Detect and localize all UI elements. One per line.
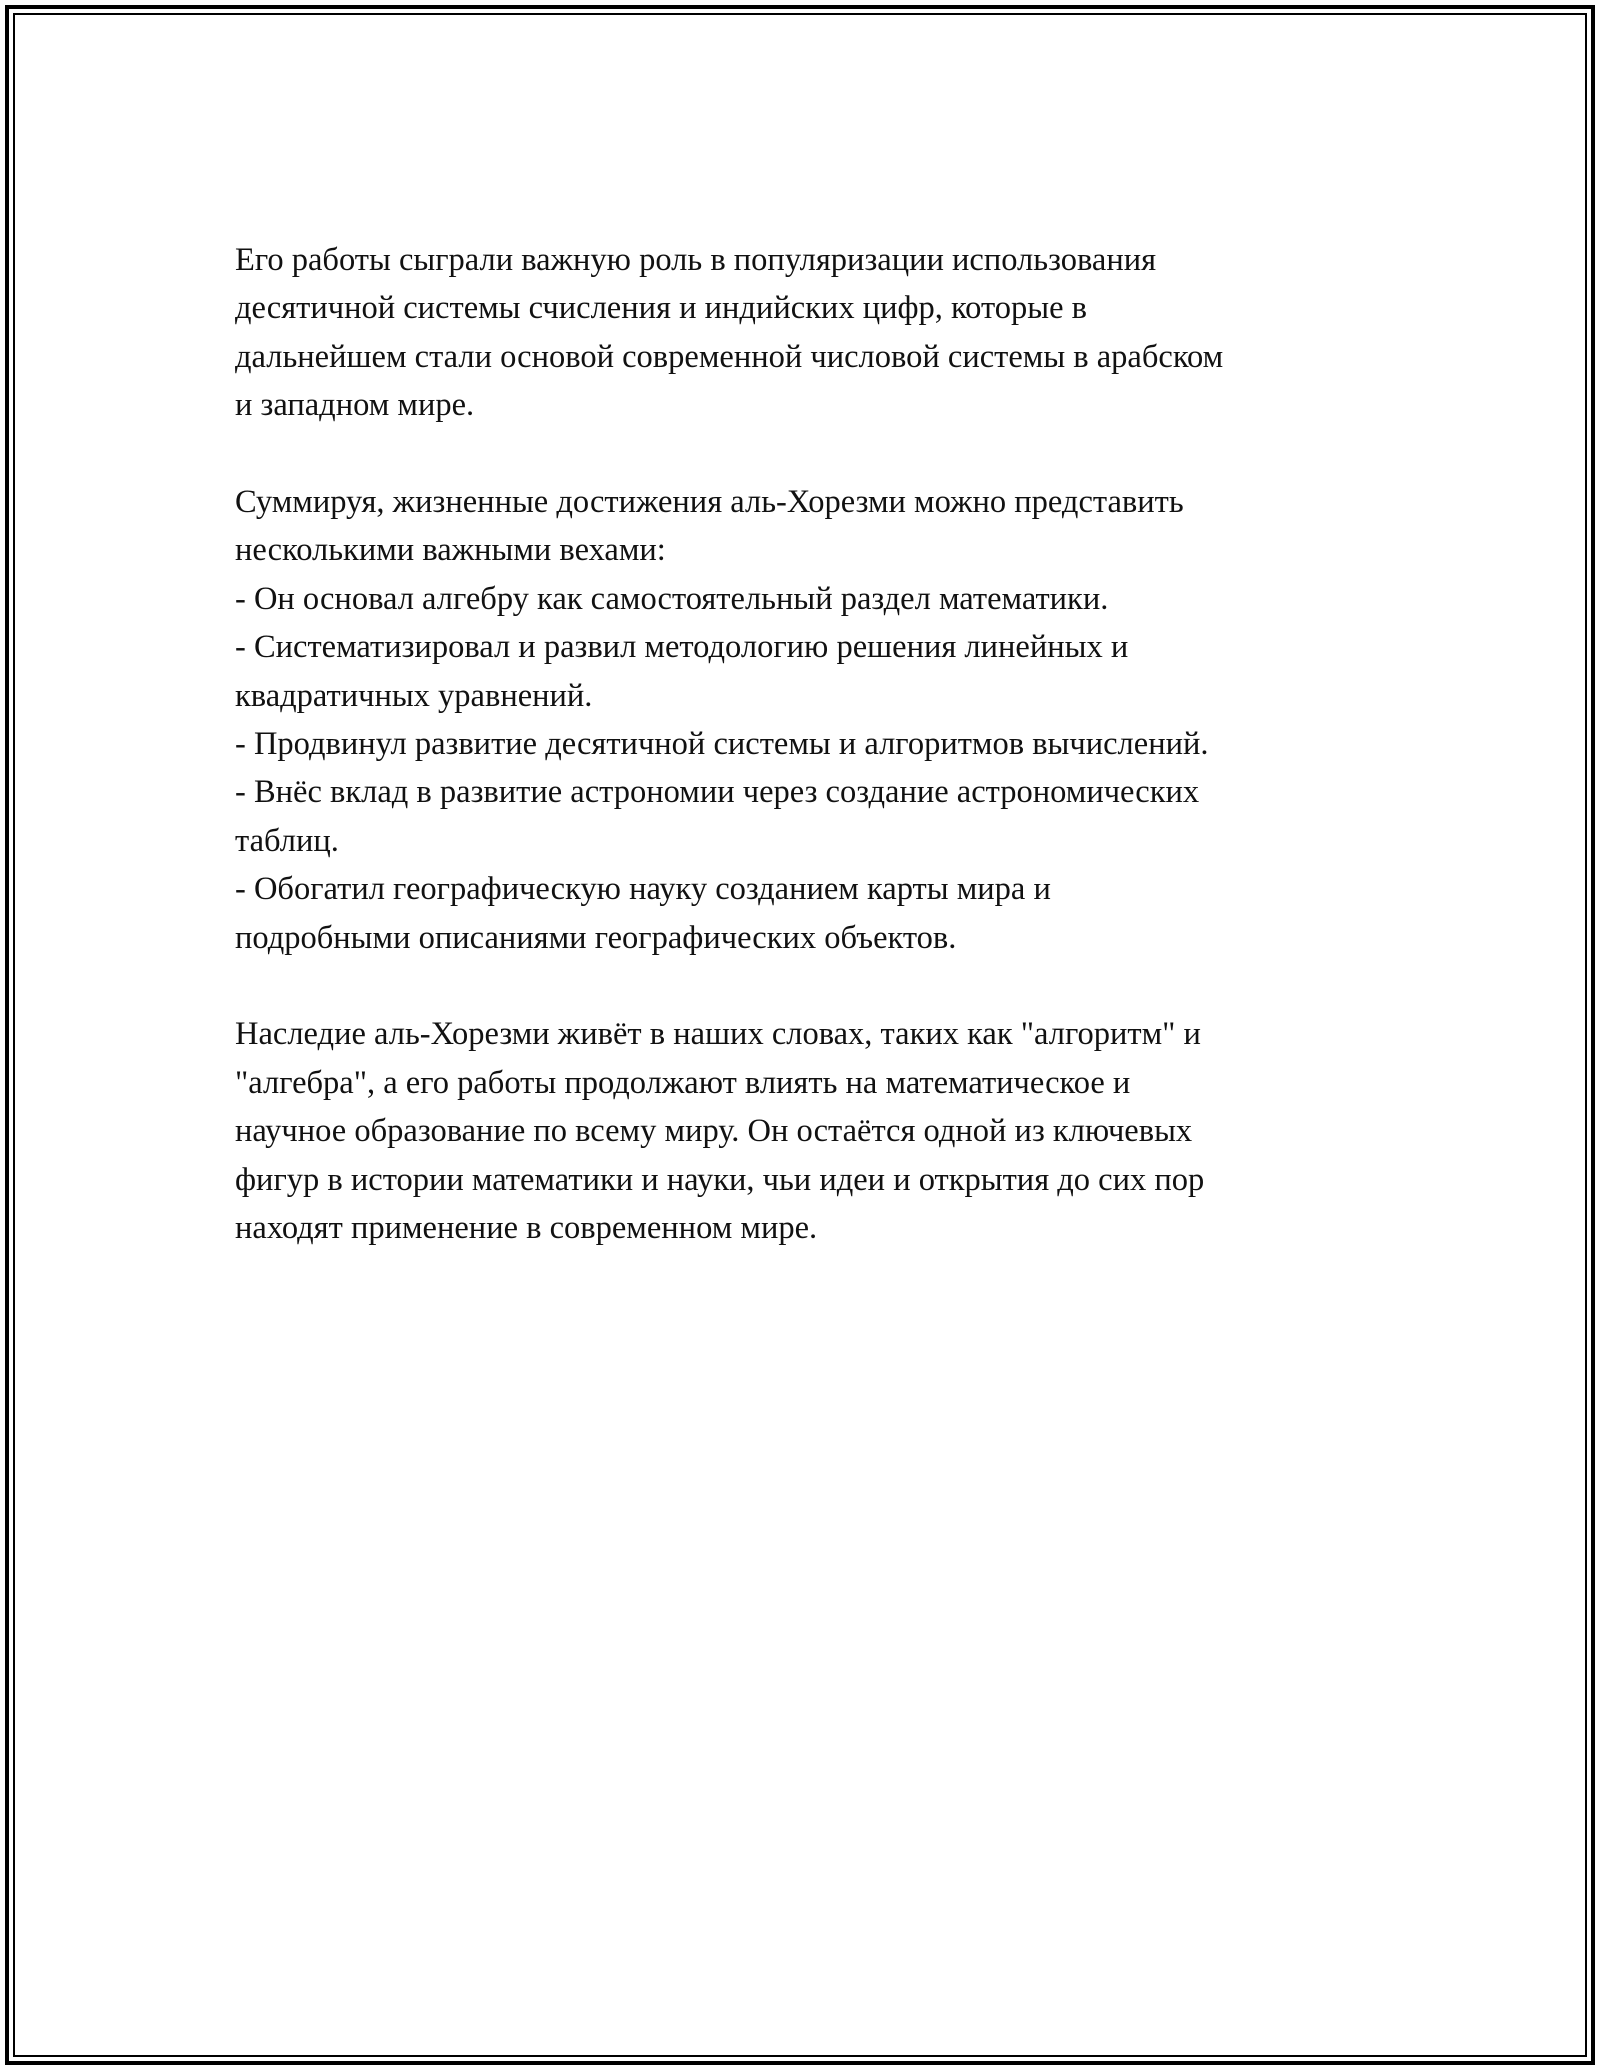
text-line: и западном мире. [235,387,475,424]
list-item-algebra [235,575,1375,623]
text-line: Суммируя, жизненные достижения аль-Хорезми можно представить [235,484,1184,521]
text-line: "алгебра", а его работы продолжают влиять на математическое и [235,1064,1131,1101]
text-line: - Обогатил географическую науку созданием карты мира и [235,871,1051,908]
text-line: Его работы сыграли важную роль в популяризации использования [235,242,1157,278]
text-line: - Внёс вклад в развитие астрономии через создание астрономических [235,774,1200,811]
document-body [235,236,1375,1253]
text-line: таблиц. [235,822,339,859]
paragraph-decimal-system [235,236,1375,430]
list-item-geography [235,865,1375,962]
text-line: фигур в истории математики и науки, чьи идеи и открытия до сих пор [235,1161,1205,1198]
paragraph-achievements [235,478,1375,962]
list-item-decimal-algorithms [235,720,1375,768]
text-line: квадратичных уравнений. [235,677,593,714]
text-line: - Систематизировал и развил методологию решения линейных и [235,629,1129,666]
text-line: Наследие аль-Хорезми живёт в наших словах, таких как "алгоритм" и [235,1016,1201,1053]
paragraph-spacer [235,430,1375,478]
list-item-astronomy [235,768,1375,865]
text-line: научное образование по всему миру. Он остаётся одной из ключевых [235,1113,1193,1150]
paragraph-spacer [235,962,1375,1010]
text-line: - Продвинул развитие десятичной системы и алгоритмов вычислений. [235,726,1209,763]
paragraph-legacy [235,1010,1375,1252]
text-line: десятичной системы счисления и индийских цифр, которые в [235,290,1087,327]
text-line: подробными описаниями географических объектов. [235,919,957,956]
text-line: находят применение в современном мире. [235,1210,818,1247]
list-item-equations [235,623,1375,720]
text-line: дальнейшем стали основой современной числовой системы в арабском [235,338,1224,375]
text-line: несколькими важными вехами: [235,532,666,569]
text-line: - Он основал алгебру как самостоятельный раздел математики. [235,580,1109,617]
